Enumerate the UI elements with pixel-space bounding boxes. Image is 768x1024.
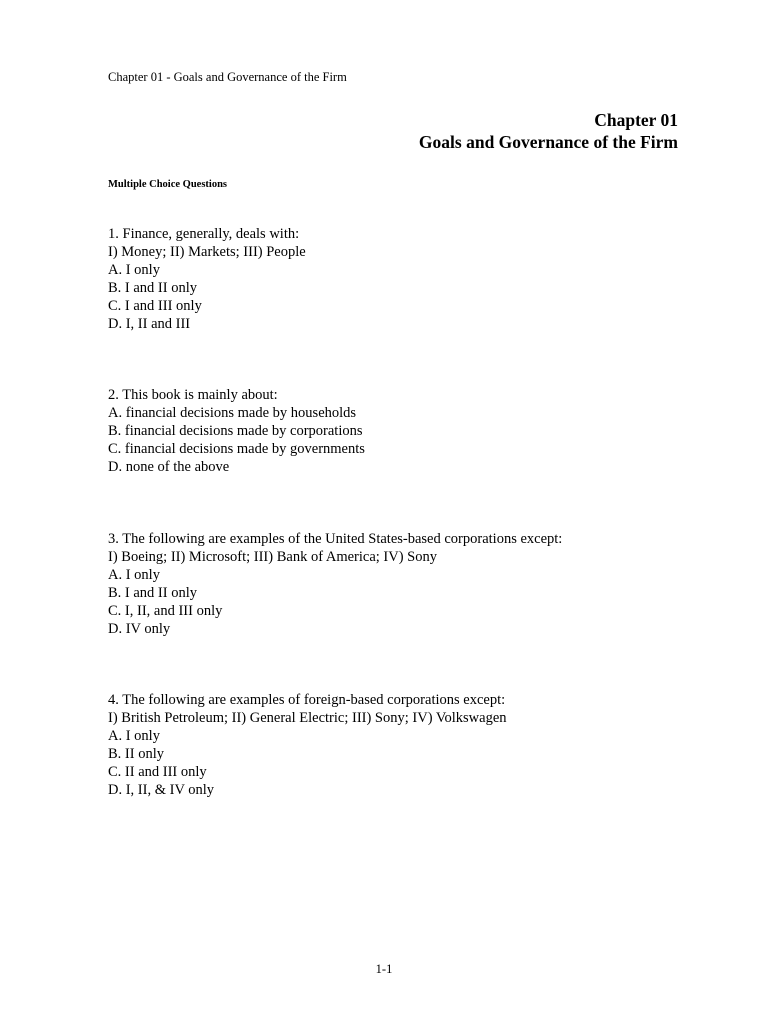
answer-option-b: B. financial decisions made by corporations [108, 423, 363, 439]
chapter-title-block [419, 109, 678, 153]
answer-option-d: D. IV only [108, 621, 171, 637]
answer-option-c: C. I, II, and III only [108, 603, 223, 619]
page-number: 1-1 [375, 962, 393, 976]
answer-option-b: B. II only [108, 746, 164, 762]
question-premise: I) British Petroleum; II) General Electric; III) Sony; IV) Volkswagen [108, 710, 507, 726]
section-heading: Multiple Choice Questions [108, 179, 228, 190]
chapter-title: Goals and Governance of the Firm [418, 132, 678, 152]
running-header: Chapter 01 - Goals and Governance of the Firm [108, 70, 347, 84]
answer-option-d: D. I, II, & IV only [108, 782, 215, 798]
answer-option-c: C. financial decisions made by governments [108, 441, 365, 457]
question-1 [108, 225, 306, 333]
chapter-number: Chapter 01 [594, 110, 678, 130]
question-stem: 4. The following are examples of foreign-based corporations except: [108, 692, 506, 708]
question-premise: I) Money; II) Markets; III) People [108, 244, 306, 260]
question-3 [108, 530, 562, 638]
answer-option-d: D. I, II and III [108, 316, 191, 332]
answer-option-c: C. II and III only [108, 764, 207, 780]
answer-option-b: B. I and II only [108, 280, 197, 296]
answer-option-a: A. I only [108, 567, 160, 583]
question-premise: I) Boeing; II) Microsoft; III) Bank of America; IV) Sony [108, 549, 437, 565]
answer-option-a: A. financial decisions made by households [108, 405, 357, 421]
question-stem: 3. The following are examples of the United States-based corporations except: [108, 531, 563, 547]
question-stem: 1. Finance, generally, deals with: [108, 226, 300, 242]
answer-option-c: C. I and III only [108, 298, 202, 314]
answer-option-a: A. I only [108, 262, 160, 278]
answer-option-d: D. none of the above [108, 459, 230, 475]
answer-option-a: A. I only [108, 728, 160, 744]
question-4 [108, 691, 507, 799]
question-stem: 2. This book is mainly about: [108, 387, 278, 403]
question-2 [108, 386, 365, 476]
answer-option-b: B. I and II only [108, 585, 197, 601]
